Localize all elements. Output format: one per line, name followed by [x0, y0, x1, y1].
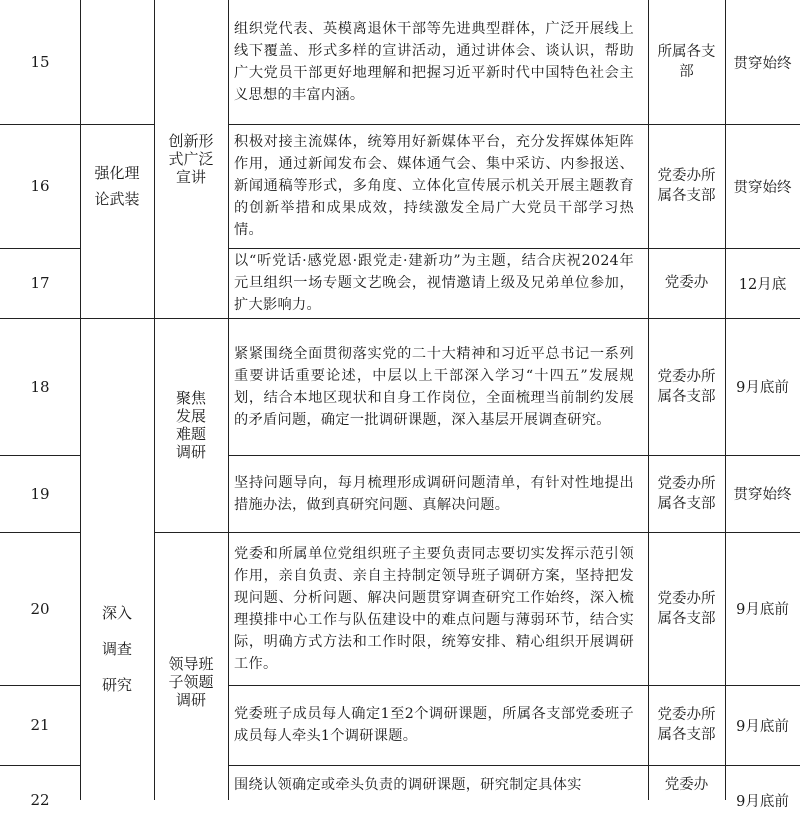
row-content: 积极对接主流媒体，统筹用好新媒体平台，充分发挥媒体矩阵作用，通过新闻发布会、媒体通气会、集中采访、内参报送、新闻通稿等形式，多角度、立体化宣传展示机关开展主题教育的创新举措和成果成效，持续激发全局广大党员干部学习热情。 [234, 134, 634, 238]
row-number: 22 [30, 791, 50, 809]
row-number: 20 [30, 599, 50, 618]
row-content: 围绕认领确定或牵头负责的调研课题，研究制定具体实 [234, 777, 582, 793]
deadline: 贯穿始终 [733, 55, 792, 72]
deadline: 9月底前 [736, 718, 789, 735]
row-content: 以“听党话·感党恩·跟党走·建新功”为主题，结合庆祝2024年元旦组织一场专题文艺晚会，视情邀请上级及兄弟单位参加，扩大影响力。 [234, 253, 634, 313]
responsible-department: 党委办所属各支部 [657, 707, 716, 743]
responsible-department: 党委办所属各支部 [657, 168, 716, 204]
row-number: 17 [30, 274, 50, 292]
deadline: 9月底前 [736, 793, 789, 810]
deadline: 贯穿始终 [733, 179, 792, 196]
row-number: 15 [30, 53, 50, 71]
responsible-department: 党委办 [664, 275, 709, 291]
row-content: 紧紧围绕全面贯彻落实党的二十大精神和习近平总书记一系列重要讲话重要论述，中层以上干部深入学习“十四五”发展规划，结合本地区现状和自身工作岗位，全面梳理当前制约发展的矛盾问题，确定一批调研课题，深入基层开展调查研究。 [234, 345, 634, 428]
deadline: 贯穿始终 [733, 487, 792, 503]
responsible-department: 党委办 [664, 777, 709, 793]
category-label: 强化理论武装 [94, 164, 140, 208]
responsible-department: 党委办所属各支部 [657, 368, 716, 405]
responsible-department: 党委办所属各支部 [657, 590, 716, 627]
responsible-department: 党委办所属各支部 [657, 475, 716, 512]
row-content: 组织党代表、英模离退休干部等先进典型群体，广泛开展线上线下覆盖、形式多样的宣讲活动，通过讲体会、谈认识，帮助广大党员干部更好地理解和把握习近平新时代中国特色社会主义思想的丰富内涵。 [234, 21, 634, 103]
row-number: 19 [30, 484, 50, 503]
subcategory-label: 创新形式广泛宣讲 [168, 132, 214, 186]
deadline: 9月底前 [736, 380, 789, 396]
row-content: 党委和所属单位党组织班子主要负责同志要切实发挥示范引领作用，亲自负责、亲自主持制定领导班子调研方案，坚持把发现问题、分析问题、解决问题贯穿调查研究工作始终，深入梳理摸排中心工作与队伍建设中的难点问题与薄弱环节，结合实际，明确方式方法和工作时限，统筹安排、精心组织开展调研工作。 [234, 545, 634, 672]
subcategory-label: 领导班子领题调研 [168, 655, 214, 709]
row-number: 21 [30, 716, 50, 734]
row-content: 坚持问题导向，每月梳理形成调研问题清单，有针对性地提出措施办法，做到真研究问题、真解决问题。 [234, 474, 634, 513]
row-content: 党委班子成员每人确定1至2个调研课题，所属各支部党委班子成员每人牵头1个调研课题。 [234, 706, 634, 744]
subcategory-label: 聚焦发展难题调研 [175, 389, 206, 461]
responsible-department: 所属各支部 [657, 44, 716, 80]
row-number: 18 [30, 377, 50, 396]
row-number: 16 [30, 177, 50, 195]
deadline: 12月底 [738, 276, 787, 293]
category-label: 深入调查研究 [101, 604, 132, 694]
deadline: 9月底前 [736, 602, 789, 618]
